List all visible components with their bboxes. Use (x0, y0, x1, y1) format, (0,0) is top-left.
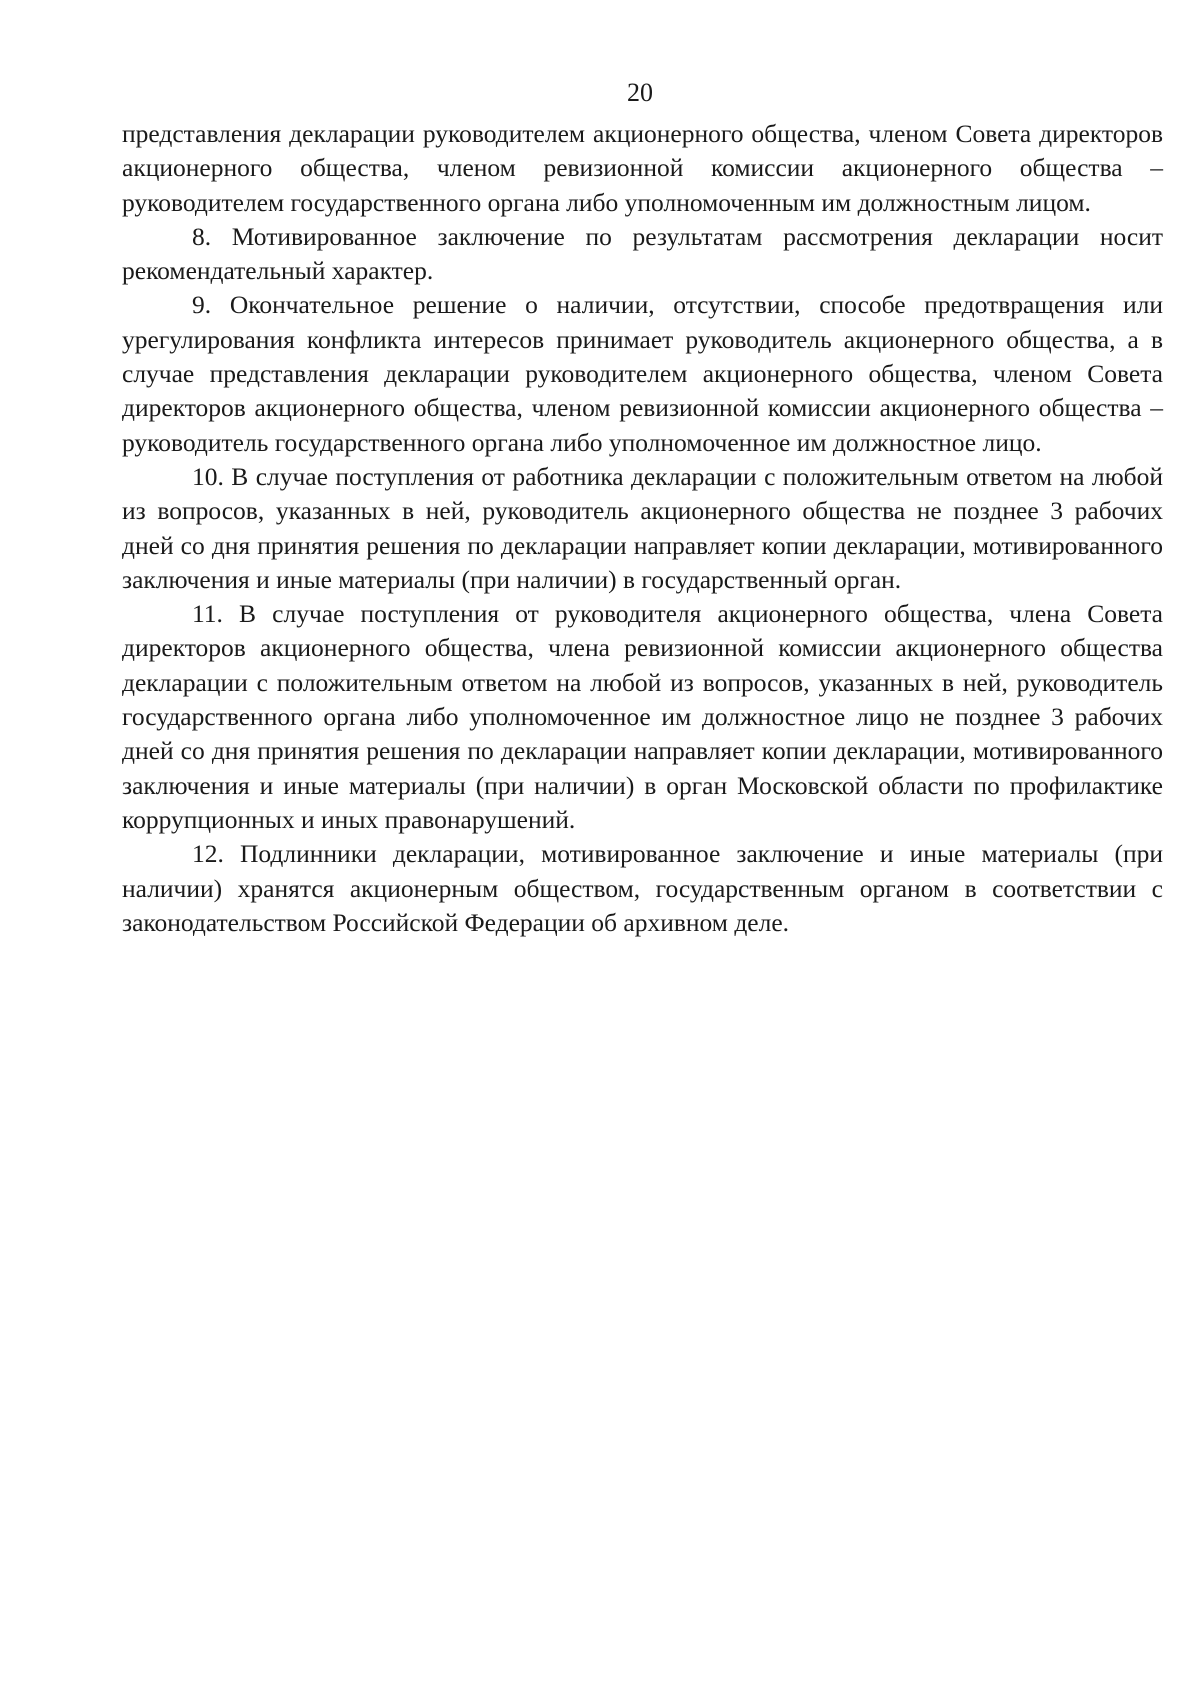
page-number: 20 (627, 78, 653, 107)
paragraph-item-10: 10. В случае поступления от работника декларации с положительным ответом на любой из вопросов, указанных в ней, руководитель акционерного общества не позднее 3 рабочих дней со дня принятия решения по декларации направляет копии декларации, мотивированного заключения и иные материалы (при наличии) в государственный орган. (122, 461, 1163, 594)
paragraph-item-9: 9. Окончательное решение о наличии, отсутствии, способе предотвращения или урегулирования конфликта интересов принимает руководитель акционерного общества, а в случае представления декларации руководителем акционерного общества, членом Совета директоров акционерного общества, членом ревизионной комиссии акционерного общества – руководитель государственного органа либо уполномоченное им должностное лицо. (122, 290, 1163, 457)
paragraph-item-12: 12. Подлинники декларации, мотивированное заключение и иные материалы (при наличии) хранятся акционерным обществом, государственным органом в соответствии с законодательством Российской Федерации об архивном деле. (122, 839, 1163, 937)
document-body (122, 117, 1163, 940)
paragraph-item-8: 8. Мотивированное заключение по результатам рассмотрения декларации носит рекомендательный характер. (122, 221, 1163, 286)
paragraph-item-11: 11. В случае поступления от руководителя акционерного общества, члена Совета директоров акционерного общества, члена ревизионной комиссии акционерного общества декларации с положительным ответом на любой из вопросов, указанных в ней, руководитель государственного органа либо уполномоченное им должностное лицо не позднее 3 рабочих дней со дня принятия решения по декларации направляет копии декларации, мотивированного заключения и иные материалы (при наличии) в орган Московской области по профилактике коррупционных и иных правонарушений. (122, 599, 1163, 834)
paragraph-continuation: представления декларации руководителем акционерного общества, членом Совета директоров акционерного общества, членом ревизионной комиссии акционерного общества – руководителем государственного органа либо уполномоченным им должностным лицом. (122, 119, 1163, 217)
